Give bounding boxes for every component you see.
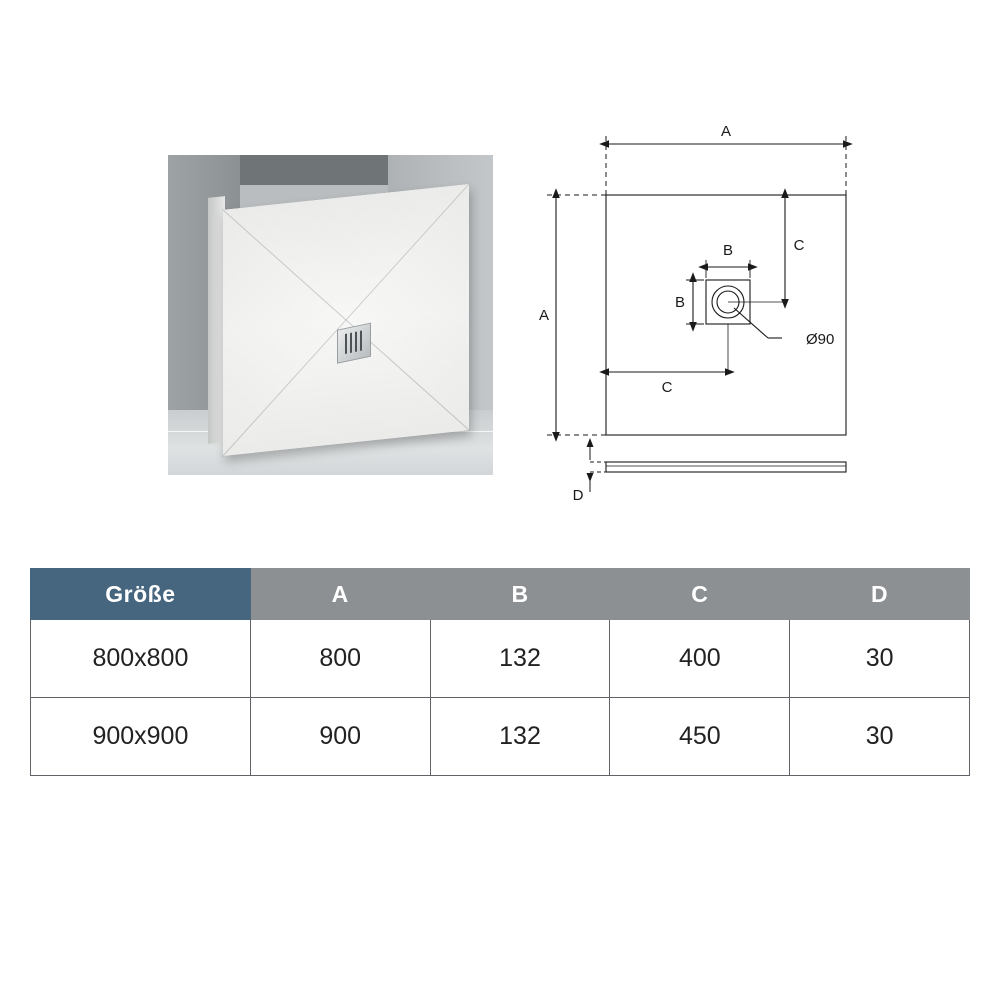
product-photo: [168, 155, 493, 475]
cell-b: 132: [430, 620, 610, 698]
cell-b: 132: [430, 698, 610, 776]
label-a-top: A: [720, 123, 732, 140]
table-header-c: C: [610, 569, 790, 620]
side-view-outline: [606, 462, 846, 472]
tray-surface: [223, 184, 469, 456]
technical-drawing: [520, 110, 920, 535]
label-b-left: B: [674, 294, 686, 311]
table-row: [31, 698, 970, 776]
top-view-outline: [606, 195, 846, 435]
cell-c: 400: [610, 620, 790, 698]
dimension-drawing-svg: [520, 110, 920, 530]
label-c-right: C: [793, 237, 805, 254]
table-header-a: A: [250, 569, 430, 620]
label-d: D: [572, 487, 584, 504]
table-header-size: Größe: [31, 569, 251, 620]
table-header-b: B: [430, 569, 610, 620]
table-header-d: D: [790, 569, 970, 620]
label-diameter: Ø90: [806, 331, 835, 348]
cell-a: 800: [250, 620, 430, 698]
shower-tray: [223, 184, 469, 456]
photo-wall-upper-band: [240, 155, 388, 185]
cell-size: 900x900: [31, 698, 251, 776]
cell-d: 30: [790, 698, 970, 776]
label-b-top: B: [722, 242, 734, 259]
cell-d: 30: [790, 620, 970, 698]
table-header: [31, 569, 970, 620]
table-header-row: [31, 569, 970, 620]
cell-a: 900: [250, 698, 430, 776]
specification-table: [30, 568, 970, 776]
table-body: [31, 620, 970, 776]
cell-size: 800x800: [31, 620, 251, 698]
label-a-left: A: [538, 307, 550, 324]
leader-line-diameter: [734, 308, 768, 338]
label-c-bottom: C: [661, 379, 673, 396]
cell-c: 450: [610, 698, 790, 776]
drain-grate-icon: [337, 323, 371, 364]
table-row: [31, 620, 970, 698]
